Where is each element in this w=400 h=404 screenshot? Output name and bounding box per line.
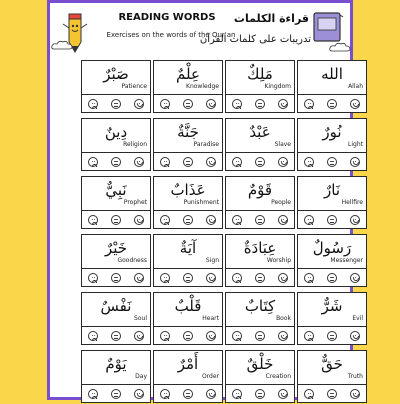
sad-face-icon[interactable]: [160, 331, 170, 341]
sad-face-icon[interactable]: [160, 157, 170, 167]
neutral-face-icon[interactable]: [327, 331, 337, 341]
english-meaning: Knowledge: [186, 83, 219, 90]
sad-face-icon[interactable]: [88, 99, 98, 109]
happy-face-icon[interactable]: [278, 157, 288, 167]
sad-face-icon[interactable]: [160, 215, 170, 225]
english-meaning: Evil: [352, 315, 363, 322]
rating-faces: [298, 268, 366, 287]
arabic-word: صَبْرٌ: [103, 65, 129, 83]
english-meaning: Soul: [134, 315, 147, 322]
arabic-word: شَرٌّ: [321, 297, 343, 315]
word-card: [225, 176, 295, 229]
neutral-face-icon[interactable]: [183, 157, 193, 167]
sad-face-icon[interactable]: [88, 331, 98, 341]
arabic-title: قراءة الكلمات: [233, 12, 309, 25]
arabic-word: نُورٌ: [322, 123, 342, 141]
arabic-word: يَوْمٌ: [105, 355, 127, 373]
rating-faces: [226, 326, 294, 345]
happy-face-icon[interactable]: [278, 389, 288, 399]
rating-faces: [154, 268, 222, 287]
happy-face-icon[interactable]: [134, 215, 144, 225]
sad-face-icon[interactable]: [232, 215, 242, 225]
neutral-face-icon[interactable]: [183, 331, 193, 341]
sad-face-icon[interactable]: [304, 215, 314, 225]
english-meaning: Heart: [202, 315, 219, 322]
rating-faces: [226, 152, 294, 171]
english-meaning: Truth: [347, 373, 363, 380]
rating-faces: [298, 384, 366, 403]
arabic-word: الله: [321, 65, 343, 83]
arabic-word: خَيْرٌ: [104, 239, 128, 257]
word-card: [153, 350, 223, 403]
word-card: [153, 234, 223, 287]
arabic-subtitle: تدريبات على كلمات القرآن: [199, 34, 311, 45]
english-meaning: Messenger: [330, 257, 363, 264]
rating-faces: [298, 94, 366, 113]
english-meaning: Punishment: [183, 199, 219, 206]
rating-faces: [154, 326, 222, 345]
happy-face-icon[interactable]: [206, 215, 216, 225]
sad-face-icon[interactable]: [88, 273, 98, 283]
word-card: [297, 118, 367, 171]
english-meaning: Worship: [266, 257, 291, 264]
neutral-face-icon[interactable]: [327, 273, 337, 283]
rating-faces: [154, 152, 222, 171]
neutral-face-icon[interactable]: [255, 157, 265, 167]
rating-faces: [154, 94, 222, 113]
word-card: [225, 350, 295, 403]
happy-face-icon[interactable]: [206, 157, 216, 167]
sad-face-icon[interactable]: [160, 273, 170, 283]
arabic-word: نَبِيٌّ: [105, 181, 127, 199]
neutral-face-icon[interactable]: [111, 99, 121, 109]
happy-face-icon[interactable]: [134, 389, 144, 399]
arabic-word: عَبْدٌ: [249, 123, 271, 141]
word-card: [81, 60, 151, 113]
rating-faces: [82, 326, 150, 345]
arabic-word: كِتَابٌ: [244, 297, 276, 315]
sad-face-icon[interactable]: [160, 389, 170, 399]
happy-face-icon[interactable]: [350, 99, 360, 109]
sad-face-icon[interactable]: [88, 215, 98, 225]
english-meaning: Slave: [274, 141, 291, 148]
happy-face-icon[interactable]: [278, 215, 288, 225]
sad-face-icon[interactable]: [232, 389, 242, 399]
happy-face-icon[interactable]: [206, 273, 216, 283]
neutral-face-icon[interactable]: [327, 157, 337, 167]
rating-faces: [226, 384, 294, 403]
arabic-word: عِبَادَةٌ: [243, 239, 277, 257]
neutral-face-icon[interactable]: [111, 389, 121, 399]
word-card: [153, 292, 223, 345]
word-card: [81, 234, 151, 287]
word-card: [153, 60, 223, 113]
arabic-word: خَلْقٌ: [246, 355, 274, 373]
arabic-word: نَفْسٌ: [100, 297, 132, 315]
rating-faces: [154, 384, 222, 403]
happy-face-icon[interactable]: [350, 157, 360, 167]
arabic-word: أَمْرٌ: [177, 355, 199, 373]
sad-face-icon[interactable]: [304, 157, 314, 167]
neutral-face-icon[interactable]: [255, 273, 265, 283]
quran-book-icon: [311, 10, 345, 44]
english-meaning: Sign: [205, 257, 219, 264]
happy-face-icon[interactable]: [134, 331, 144, 341]
rating-faces: [82, 384, 150, 403]
sad-face-icon[interactable]: [88, 157, 98, 167]
happy-face-icon[interactable]: [350, 331, 360, 341]
word-card: [153, 176, 223, 229]
sad-face-icon[interactable]: [304, 389, 314, 399]
english-meaning: Religion: [123, 141, 147, 148]
word-row: [80, 350, 370, 404]
neutral-face-icon[interactable]: [327, 99, 337, 109]
neutral-face-icon[interactable]: [255, 331, 265, 341]
english-title: READING WORDS: [118, 12, 216, 23]
worksheet-page: [47, 0, 363, 400]
rating-faces: [298, 152, 366, 171]
happy-face-icon[interactable]: [350, 215, 360, 225]
word-card: [297, 350, 367, 403]
word-card: [81, 292, 151, 345]
arabic-word: عَذَابٌ: [170, 181, 206, 199]
english-subtitle: Exercises on the words of the Qur'an: [106, 31, 236, 39]
sad-face-icon[interactable]: [304, 273, 314, 283]
arabic-word: نَارٌ: [324, 181, 340, 199]
english-meaning: Day: [135, 373, 147, 380]
rating-faces: [82, 152, 150, 171]
english-meaning: Paradise: [193, 141, 219, 148]
english-meaning: Allah: [348, 83, 363, 90]
word-row: [80, 118, 370, 172]
word-row: [80, 60, 370, 114]
arabic-word: قَلْبٌ: [174, 297, 202, 315]
arabic-word: حَقٌّ: [321, 355, 343, 373]
english-meaning: Book: [276, 315, 291, 322]
word-card: [81, 176, 151, 229]
sad-face-icon[interactable]: [232, 157, 242, 167]
neutral-face-icon[interactable]: [255, 99, 265, 109]
word-card: [225, 60, 295, 113]
neutral-face-icon[interactable]: [111, 215, 121, 225]
word-row: [80, 234, 370, 288]
word-row: [80, 176, 370, 230]
word-card: [225, 292, 295, 345]
rating-faces: [82, 94, 150, 113]
english-meaning: Order: [201, 373, 219, 380]
happy-face-icon[interactable]: [206, 389, 216, 399]
english-meaning: Kingdom: [264, 83, 291, 90]
sad-face-icon[interactable]: [160, 99, 170, 109]
rating-faces: [82, 210, 150, 229]
english-meaning: People: [271, 199, 291, 206]
english-meaning: Patience: [121, 83, 147, 90]
cloud-icon: [51, 40, 73, 50]
word-card: [297, 176, 367, 229]
english-meaning: Creation: [265, 373, 291, 380]
happy-face-icon[interactable]: [350, 273, 360, 283]
happy-face-icon[interactable]: [206, 99, 216, 109]
word-card: [225, 118, 295, 171]
neutral-face-icon[interactable]: [183, 215, 193, 225]
rating-faces: [226, 94, 294, 113]
neutral-face-icon[interactable]: [111, 273, 121, 283]
neutral-face-icon[interactable]: [327, 389, 337, 399]
english-meaning: Light: [348, 141, 363, 148]
arabic-word: قَوْمٌ: [247, 181, 273, 199]
sad-face-icon[interactable]: [232, 273, 242, 283]
arabic-word: دِينٌ: [104, 123, 128, 141]
happy-face-icon[interactable]: [134, 157, 144, 167]
word-card: [153, 118, 223, 171]
neutral-face-icon[interactable]: [327, 215, 337, 225]
happy-face-icon[interactable]: [206, 331, 216, 341]
sad-face-icon[interactable]: [232, 331, 242, 341]
neutral-face-icon[interactable]: [111, 157, 121, 167]
rating-faces: [82, 268, 150, 287]
word-card: [297, 60, 367, 113]
neutral-face-icon[interactable]: [183, 273, 193, 283]
sad-face-icon[interactable]: [304, 99, 314, 109]
happy-face-icon[interactable]: [278, 273, 288, 283]
english-meaning: Hellfire: [341, 199, 363, 206]
word-card: [225, 234, 295, 287]
neutral-face-icon[interactable]: [183, 99, 193, 109]
rating-faces: [298, 210, 366, 229]
neutral-face-icon[interactable]: [255, 389, 265, 399]
arabic-word: آيَةٌ: [179, 239, 197, 257]
sad-face-icon[interactable]: [304, 331, 314, 341]
happy-face-icon[interactable]: [278, 99, 288, 109]
happy-face-icon[interactable]: [278, 331, 288, 341]
rating-faces: [154, 210, 222, 229]
neutral-face-icon[interactable]: [183, 389, 193, 399]
arabic-word: جَنَّةٌ: [177, 123, 199, 141]
neutral-face-icon[interactable]: [111, 331, 121, 341]
english-meaning: Prophet: [123, 199, 147, 206]
happy-face-icon[interactable]: [350, 389, 360, 399]
word-card: [297, 234, 367, 287]
sad-face-icon[interactable]: [232, 99, 242, 109]
english-meaning: Goodness: [117, 257, 147, 264]
word-card: [81, 350, 151, 403]
cloud-icon: [329, 42, 351, 52]
arabic-word: مَلِكٌ: [247, 65, 273, 83]
sad-face-icon[interactable]: [88, 389, 98, 399]
rating-faces: [298, 326, 366, 345]
happy-face-icon[interactable]: [134, 99, 144, 109]
happy-face-icon[interactable]: [134, 273, 144, 283]
worksheet-header: [47, 0, 353, 62]
arabic-word: عِلْمٌ: [176, 65, 200, 83]
word-card: [81, 118, 151, 171]
word-card: [297, 292, 367, 345]
neutral-face-icon[interactable]: [255, 215, 265, 225]
arabic-word: رَسُولٌ: [312, 239, 352, 257]
word-row: [80, 292, 370, 346]
rating-faces: [226, 268, 294, 287]
rating-faces: [226, 210, 294, 229]
